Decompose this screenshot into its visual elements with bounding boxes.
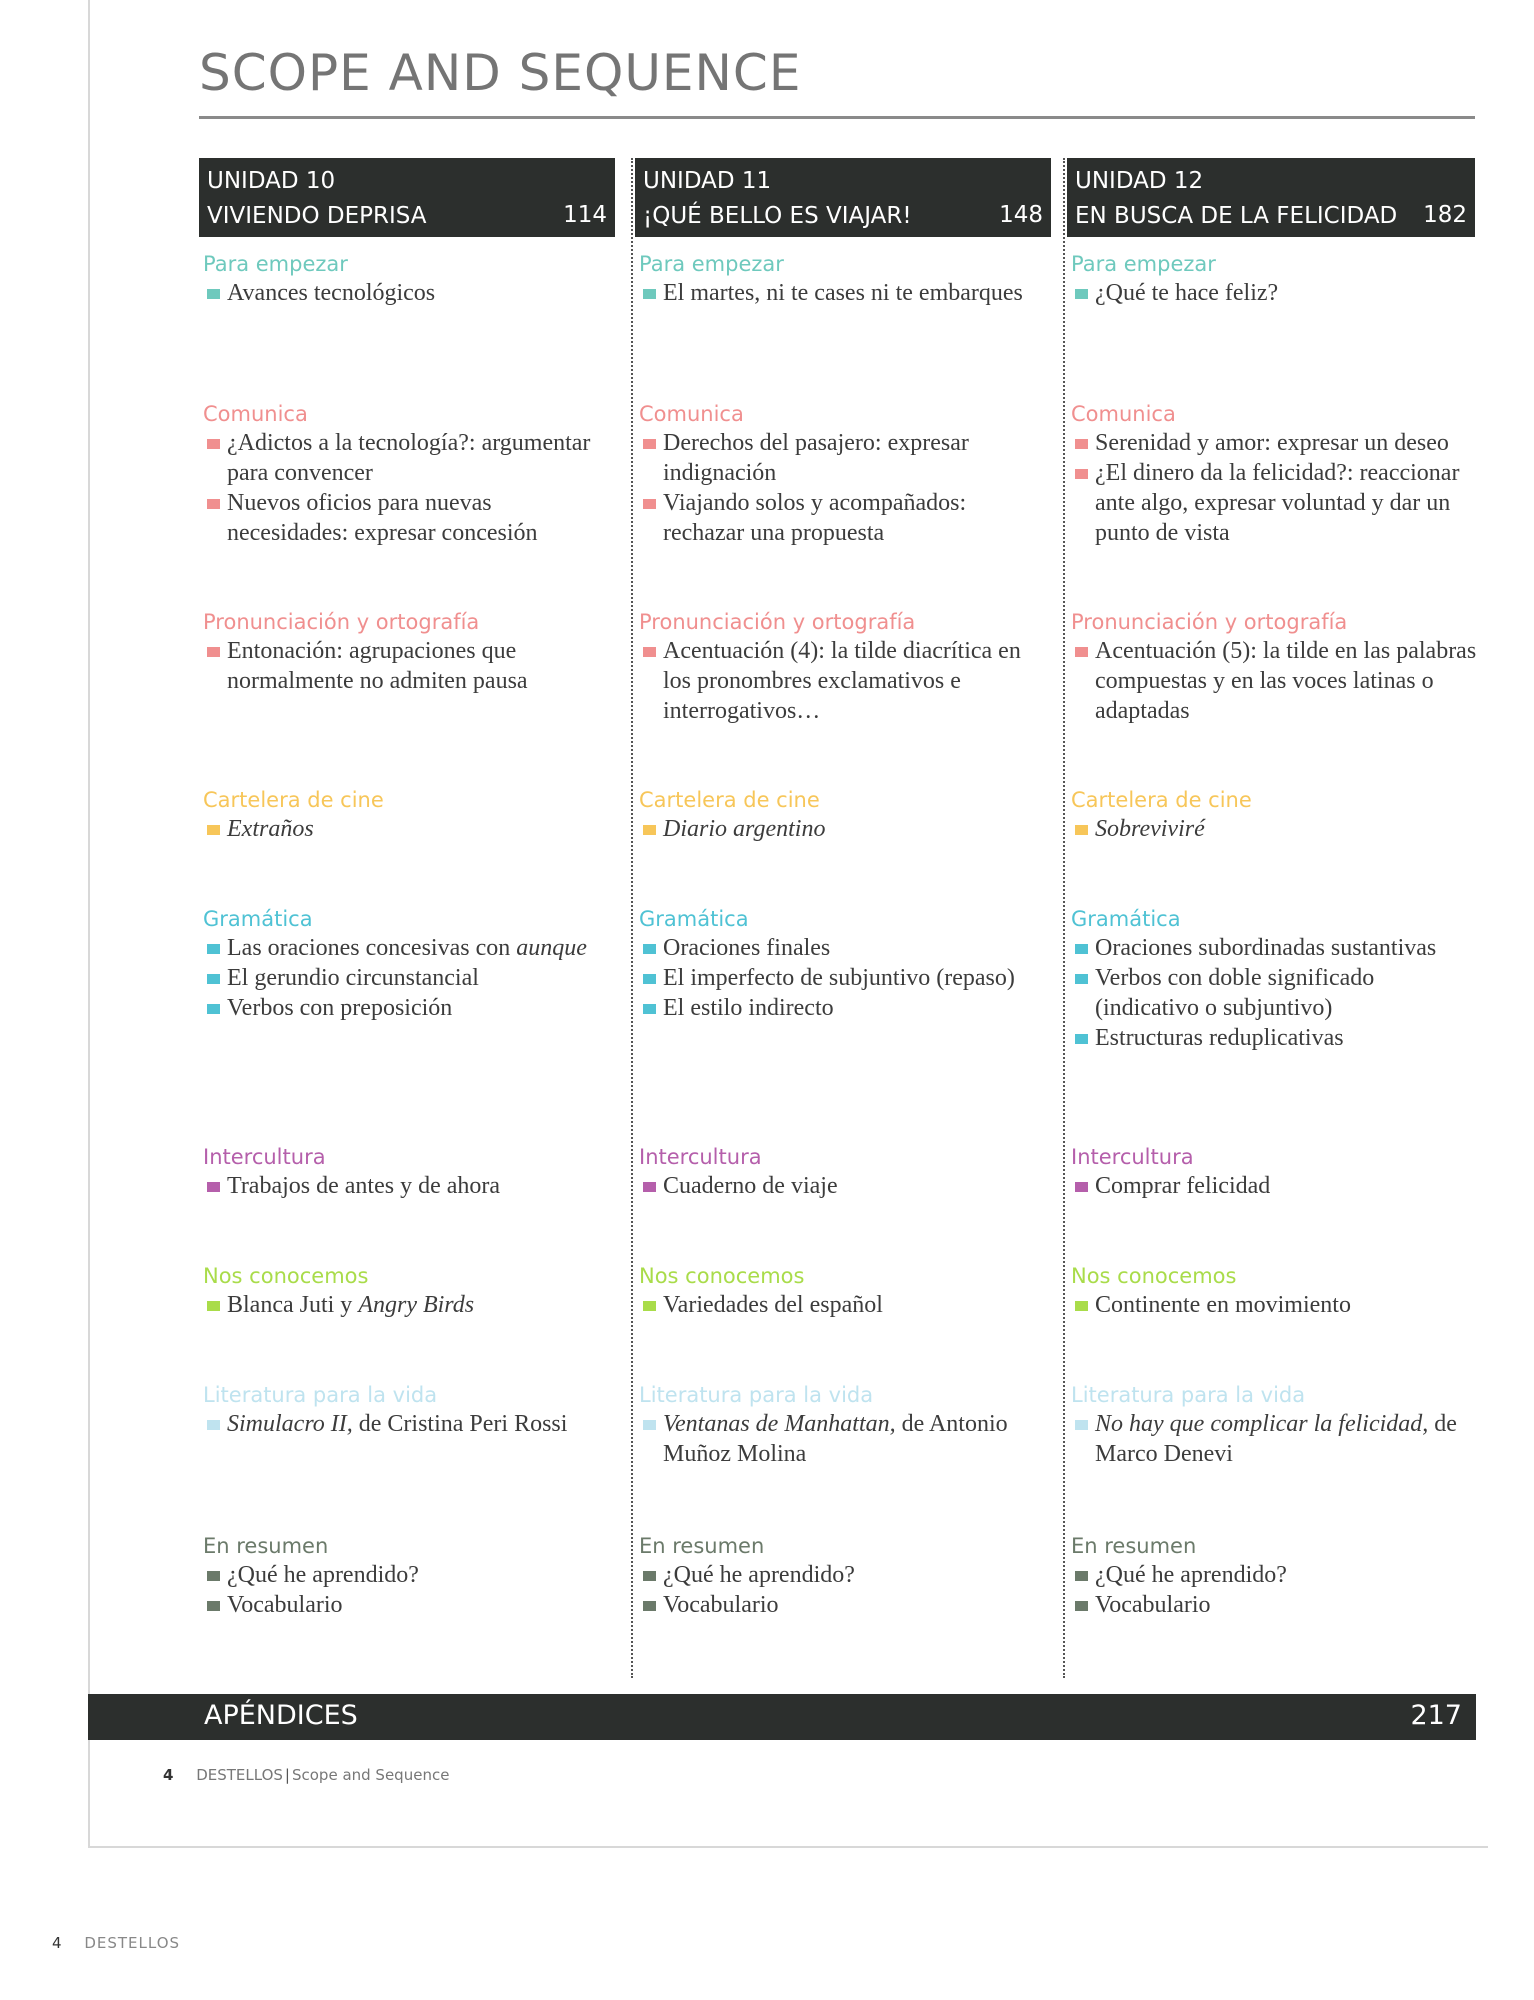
list-item: Comprar felicidad	[1071, 1171, 1481, 1201]
section-title: Cartelera de cine	[639, 788, 820, 812]
section-title: Gramática	[639, 907, 749, 931]
list-item: ¿Adictos a la tecnología?: argumentar para convencer	[203, 428, 613, 488]
unit-header	[635, 158, 1051, 237]
item-italic: No hay que complicar la felicidad,	[1095, 1411, 1429, 1437]
section-title: Comunica	[639, 402, 744, 426]
section-comunica	[639, 400, 1049, 548]
footer-page-number: 4	[163, 1766, 174, 1784]
section-literatura	[203, 1381, 613, 1439]
list-item: El gerundio circunstancial	[203, 963, 613, 993]
list-item: El estilo indirecto	[639, 993, 1049, 1023]
section-intercultura	[1071, 1143, 1481, 1201]
list-item: Avances tecnológicos	[203, 278, 613, 308]
page-frame-left	[88, 0, 90, 1848]
list-item	[203, 933, 613, 963]
list-item: Serenidad y amor: expresar un deseo	[1071, 428, 1481, 458]
unit-header	[199, 158, 615, 237]
list-item	[1071, 1409, 1481, 1469]
section-para-empezar	[1071, 250, 1481, 308]
section-title: Pronunciación y ortografía	[1071, 610, 1348, 634]
item-italic: Simulacro II,	[227, 1411, 353, 1437]
unit-name: ¡QUÉ BELLO ES VIAJAR!	[643, 203, 912, 229]
section-nos-conocemos	[639, 1262, 1049, 1320]
list-item: Entonación: agrupaciones que normalmente no admiten pausa	[203, 636, 613, 696]
list-item	[203, 1290, 613, 1320]
page-footer	[163, 1766, 449, 1784]
unit-label: UNIDAD 12	[1075, 168, 1204, 194]
section-title: Literatura para la vida	[203, 1383, 438, 1407]
list-item	[639, 1409, 1049, 1469]
section-title: En resumen	[1071, 1534, 1197, 1558]
section-title: Cartelera de cine	[203, 788, 384, 812]
list-item: El martes, ni te cases ni te embarques	[639, 278, 1049, 308]
section-pronunciacion	[203, 608, 613, 696]
item-text: de Antonio Muñoz Molina	[663, 1411, 1008, 1467]
page-title: SCOPE AND SEQUENCE	[199, 44, 802, 102]
list-item: Variedades del español	[639, 1290, 1049, 1320]
section-para-empezar	[639, 250, 1049, 308]
list-item: Verbos con doble significado (indicativo o subjuntivo)	[1071, 963, 1481, 1023]
unit-page-number: 114	[563, 202, 607, 228]
section-intercultura	[203, 1143, 613, 1201]
unit-header	[1067, 158, 1475, 237]
section-title: Para empezar	[639, 252, 784, 276]
section-title: Intercultura	[203, 1145, 326, 1169]
list-item	[203, 1409, 613, 1439]
column-divider	[1063, 158, 1065, 1678]
section-title: Pronunciación y ortografía	[203, 610, 480, 634]
footer-section: Scope and Sequence	[291, 1766, 450, 1784]
outer-footer-book-title: DESTELLOS	[84, 1934, 181, 1952]
unit-name: VIVIENDO DEPRISA	[207, 203, 427, 229]
list-item: Viajando solos y acompañados: rechazar una propuesta	[639, 488, 1049, 548]
section-en-resumen	[1071, 1532, 1481, 1620]
section-cartelera	[639, 786, 1049, 844]
section-title: Comunica	[203, 402, 308, 426]
unit-column-10	[199, 158, 615, 1618]
section-comunica	[1071, 400, 1481, 548]
list-item: Oraciones finales	[639, 933, 1049, 963]
section-para-empezar	[203, 250, 613, 308]
section-pronunciacion	[639, 608, 1049, 726]
list-item: Cuaderno de viaje	[639, 1171, 1049, 1201]
list-item: Estructuras reduplicativas	[1071, 1023, 1481, 1053]
section-title: Intercultura	[1071, 1145, 1194, 1169]
unit-column-11	[635, 158, 1051, 1618]
section-pronunciacion	[1071, 608, 1481, 726]
unit-name: EN BUSCA DE LA FELICIDAD	[1075, 203, 1398, 229]
section-title: Gramática	[203, 907, 313, 931]
item-text: de Cristina Peri Rossi	[358, 1411, 568, 1437]
section-cartelera	[203, 786, 613, 844]
section-title: Nos conocemos	[1071, 1264, 1237, 1288]
section-comunica	[203, 400, 613, 548]
list-item: Extraños	[203, 814, 613, 844]
list-item: Nuevos oficios para nuevas necesidades: expresar concesión	[203, 488, 613, 548]
section-nos-conocemos	[1071, 1262, 1481, 1320]
section-en-resumen	[639, 1532, 1049, 1620]
section-title: Literatura para la vida	[1071, 1383, 1306, 1407]
page-frame-bottom	[88, 1846, 1488, 1848]
appendices-bar	[88, 1694, 1476, 1740]
list-item: Acentuación (5): la tilde en las palabras compuestas y en las voces latinas o adaptadas	[1071, 636, 1481, 726]
section-gramatica	[203, 905, 613, 1023]
section-literatura	[1071, 1381, 1481, 1469]
item-text: de Marco Denevi	[1095, 1411, 1457, 1467]
section-en-resumen	[203, 1532, 613, 1620]
list-item: ¿Qué he aprendido?	[1071, 1560, 1481, 1590]
list-item: Sobreviviré	[1071, 814, 1481, 844]
section-title: Nos conocemos	[639, 1264, 805, 1288]
list-item: Oraciones subordinadas sustantivas	[1071, 933, 1481, 963]
section-title: Pronunciación y ortografía	[639, 610, 916, 634]
list-item: Vocabulario	[639, 1590, 1049, 1620]
list-item: Derechos del pasajero: expresar indignación	[639, 428, 1049, 488]
item-italic: aunque	[516, 935, 587, 961]
list-item: Continente en movimiento	[1071, 1290, 1481, 1320]
section-title: Para empezar	[203, 252, 348, 276]
list-item: ¿Qué te hace feliz?	[1071, 278, 1481, 308]
section-gramatica	[639, 905, 1049, 1023]
appendices-label: APÉNDICES	[204, 1700, 358, 1731]
section-title: Cartelera de cine	[1071, 788, 1252, 812]
list-item: Diario argentino	[639, 814, 1049, 844]
appendices-page-number: 217	[1410, 1700, 1462, 1731]
unit-column-12	[1067, 158, 1477, 1618]
item-italic: Angry Birds	[358, 1292, 475, 1318]
list-item: Trabajos de antes y de ahora	[203, 1171, 613, 1201]
unit-page-number: 148	[999, 202, 1043, 228]
section-title: Para empezar	[1071, 252, 1216, 276]
list-item: ¿Qué he aprendido?	[203, 1560, 613, 1590]
footer-book-title: DESTELLOS	[196, 1766, 283, 1784]
title-rule	[199, 116, 1475, 119]
footer-separator: |	[284, 1766, 290, 1784]
list-item: Vocabulario	[203, 1590, 613, 1620]
section-title: En resumen	[203, 1534, 329, 1558]
section-title: En resumen	[639, 1534, 765, 1558]
section-intercultura	[639, 1143, 1049, 1201]
section-title: Nos conocemos	[203, 1264, 369, 1288]
section-title: Literatura para la vida	[639, 1383, 874, 1407]
unit-label: UNIDAD 10	[207, 168, 336, 194]
unit-label: UNIDAD 11	[643, 168, 772, 194]
item-text: Blanca Juti y	[227, 1292, 353, 1318]
section-literatura	[639, 1381, 1049, 1469]
list-item: El imperfecto de subjuntivo (repaso)	[639, 963, 1049, 993]
list-item: Vocabulario	[1071, 1590, 1481, 1620]
section-title: Intercultura	[639, 1145, 762, 1169]
list-item: Acentuación (4): la tilde diacrítica en los pronombres exclamativos e interrogativos…	[639, 636, 1049, 726]
section-title: Gramática	[1071, 907, 1181, 931]
section-nos-conocemos	[203, 1262, 613, 1320]
column-divider	[631, 158, 633, 1678]
outer-footer	[52, 1934, 180, 1952]
section-cartelera	[1071, 786, 1481, 844]
list-item: Verbos con preposición	[203, 993, 613, 1023]
list-item: ¿El dinero da la felicidad?: reaccionar ante algo, expresar voluntad y dar un punto de vista	[1071, 458, 1481, 548]
section-gramatica	[1071, 905, 1481, 1053]
outer-footer-page-number: 4	[52, 1934, 63, 1952]
item-italic: Ventanas de Manhattan,	[663, 1411, 896, 1437]
section-title: Comunica	[1071, 402, 1176, 426]
item-text: Las oraciones concesivas con	[227, 935, 511, 961]
unit-page-number: 182	[1423, 202, 1467, 228]
list-item: ¿Qué he aprendido?	[639, 1560, 1049, 1590]
